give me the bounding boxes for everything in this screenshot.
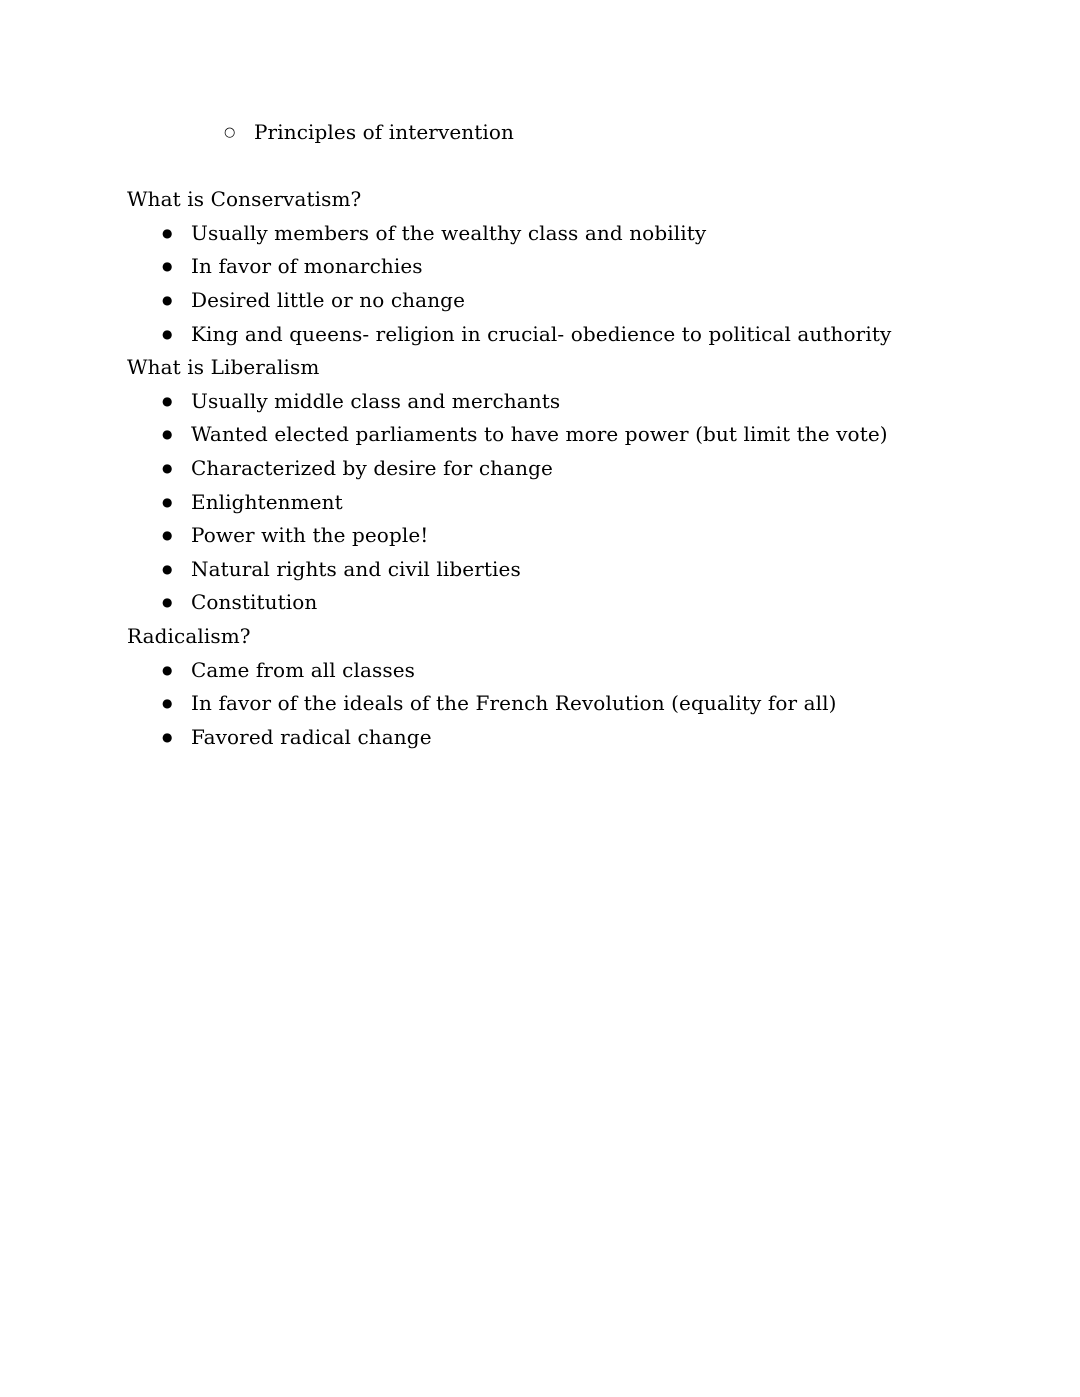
bullet-icon: ● — [162, 662, 173, 677]
list-item-text: Usually members of the wealthy class and nobility — [191, 220, 707, 245]
blank-line — [127, 150, 1020, 184]
list-item — [127, 553, 1020, 587]
list-item-text: Desired little or no change — [191, 287, 466, 312]
list-item-text: Characterized by desire for change — [191, 455, 553, 480]
section-heading-radicalism: Radicalism? — [127, 623, 251, 648]
bullet-icon: ● — [162, 528, 173, 543]
list-item — [127, 318, 1020, 352]
section-heading-liberalism: What is Liberalism — [127, 355, 320, 380]
bullet-icon: ● — [162, 292, 173, 307]
bullet-icon: ● — [162, 561, 173, 576]
list-item-text: Constitution — [191, 590, 318, 615]
list-item — [127, 486, 1020, 520]
list-item-text: Principles of intervention — [254, 120, 515, 144]
circle-bullet-icon: ○ — [224, 125, 236, 140]
list-item — [127, 452, 1020, 486]
list-item — [127, 586, 1020, 620]
section-heading-conservatism: What is Conservatism? — [127, 187, 362, 212]
list-item-text: Enlightenment — [191, 489, 343, 514]
list-item-text: In favor of the ideals of the French Revolution (equality for all) — [191, 691, 837, 716]
list-item-level2 — [127, 116, 1020, 150]
bullet-icon: ● — [162, 460, 173, 475]
list-item-text: Wanted elected parliaments to have more power (but limit the vote) — [191, 422, 888, 447]
list-item-text: Came from all classes — [191, 657, 416, 682]
list-item — [127, 654, 1020, 688]
list-item-text: In favor of monarchies — [191, 254, 423, 279]
list-item-text: Power with the people! — [191, 523, 429, 548]
bullet-icon: ● — [162, 696, 173, 711]
list-item — [127, 687, 1020, 721]
list-item — [127, 418, 1020, 452]
list-item — [127, 250, 1020, 284]
list-item-text: Natural rights and civil liberties — [191, 556, 521, 581]
bullet-icon: ● — [162, 427, 173, 442]
list-item — [127, 217, 1020, 251]
list-item — [127, 721, 1020, 755]
bullet-icon: ● — [162, 326, 173, 341]
list-item — [127, 519, 1020, 553]
document-content — [127, 116, 1020, 754]
bullet-icon: ● — [162, 494, 173, 509]
bullet-icon: ● — [162, 729, 173, 744]
list-item — [127, 385, 1020, 419]
bullet-icon: ● — [162, 259, 173, 274]
bullet-icon: ● — [162, 595, 173, 610]
bullet-icon: ● — [162, 393, 173, 408]
list-item-text: Favored radical change — [191, 724, 432, 749]
bullet-icon: ● — [162, 225, 173, 240]
list-item-text: King and queens- religion in crucial- obedience to political authority — [191, 321, 892, 346]
list-item-text: Usually middle class and merchants — [191, 388, 561, 413]
list-item — [127, 284, 1020, 318]
